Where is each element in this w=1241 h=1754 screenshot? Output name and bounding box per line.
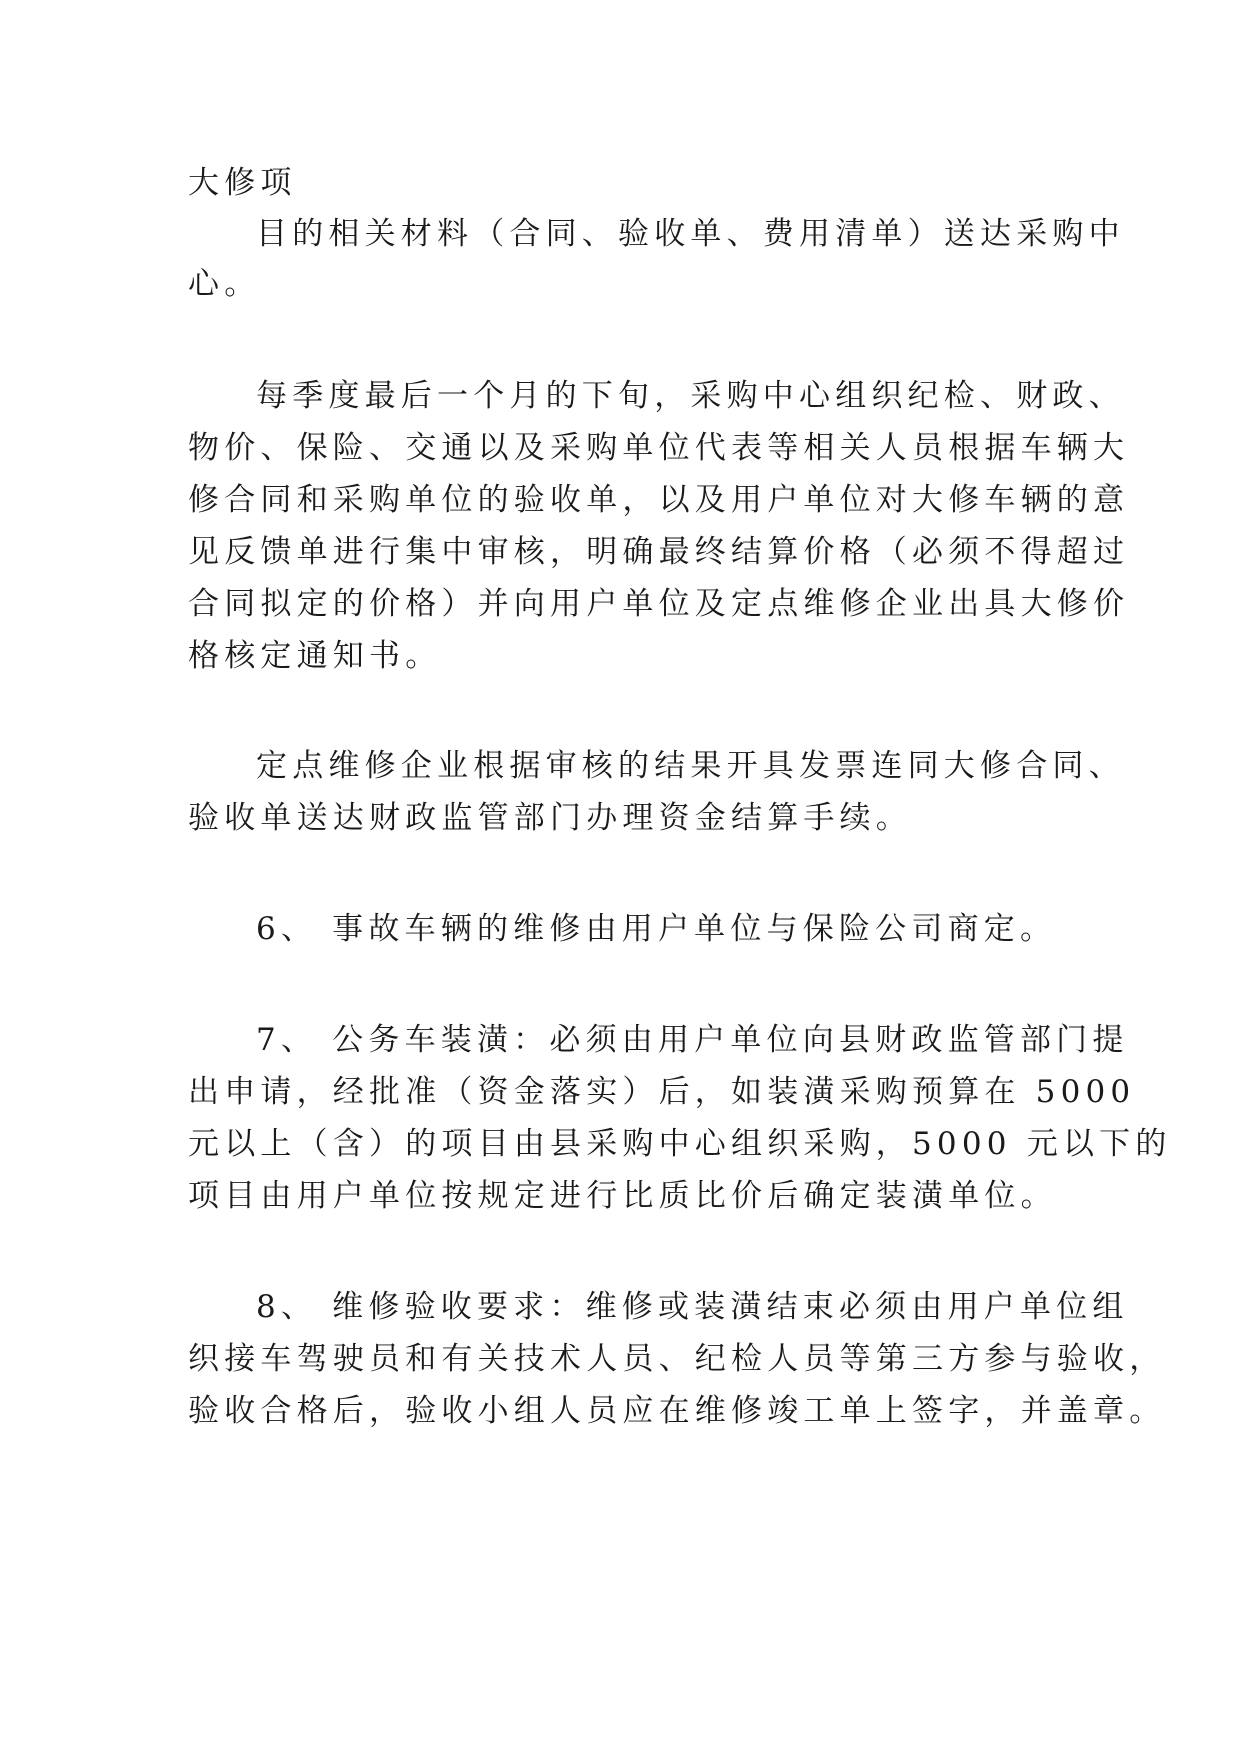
text-line: 心。 (188, 266, 261, 302)
text-line: 定点维修企业根据审核的结果开具发票连同大修合同、 (256, 748, 1125, 784)
text-line: 见反馈单进行集中审核，明确最终结算价格（必须不得超过 (188, 534, 1130, 570)
text-line: 物价、保险、交通以及采购单位代表等相关人员根据车辆大 (188, 430, 1130, 466)
text-line: 格核定通知书。 (188, 638, 442, 674)
text-line: 6、 事故车辆的维修由用户单位与保险公司商定。 (256, 911, 1057, 947)
text-line: 合同拟定的价格）并向用户单位及定点维修企业出具大修价 (188, 586, 1130, 622)
text-line: 验收单送达财政监管部门办理资金结算手续。 (188, 800, 912, 836)
text-line: 每季度最后一个月的下旬，采购中心组织纪检、财政、 (256, 378, 1125, 414)
text-line: 出申请，经批准（资金落实）后，如装潢采购预算在 5000 (188, 1074, 1136, 1110)
text-line: 元以上（含）的项目由县采购中心组织采购，5000 元以下的 (188, 1126, 1172, 1162)
text-line: 项目由用户单位按规定进行比质比价后确定装潢单位。 (188, 1178, 1057, 1214)
text-line: 8、 维修验收要求：维修或装潢结束必须由用户单位组 (256, 1289, 1129, 1325)
text-line: 织接车驾驶员和有关技术人员、纪检人员等第三方参与验收， (188, 1341, 1166, 1377)
text-line: 验收合格后，验收小组人员应在维修竣工单上签字，并盖章。 (188, 1393, 1166, 1429)
text-line: 修合同和采购单位的验收单，以及用户单位对大修车辆的意 (188, 482, 1130, 518)
text-line: 7、 公务车装潢：必须由用户单位向县财政监管部门提 (256, 1022, 1129, 1058)
text-line: 目的相关材料（合同、验收单、费用清单）送达采购中 (256, 216, 1125, 252)
text-line: 大修项 (188, 165, 297, 201)
